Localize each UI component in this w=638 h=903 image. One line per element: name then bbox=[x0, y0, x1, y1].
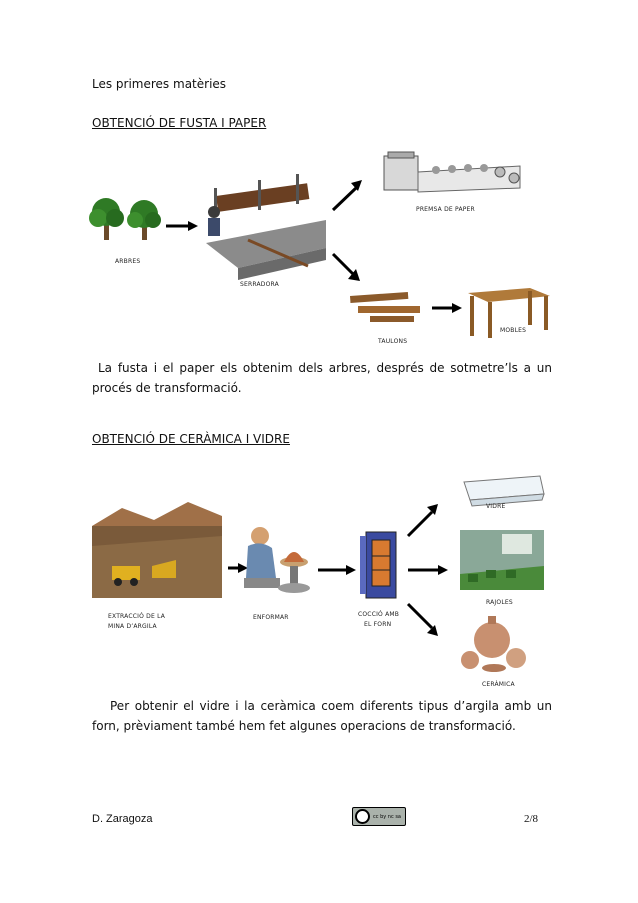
diagram-wood-paper bbox=[88, 148, 558, 348]
paper-press-illustration bbox=[384, 152, 520, 192]
label-taulons: TAULONS bbox=[378, 338, 408, 345]
trees-illustration bbox=[89, 198, 161, 240]
section1-paragraph: La fusta i el paper els obtenim dels arbres, després de sotmetre’ls a un procés de transformació. bbox=[92, 361, 552, 395]
diagram-ceramics-glass bbox=[92, 466, 552, 686]
glass-tray-illustration bbox=[464, 476, 544, 506]
label-rajoles: RAJOLES bbox=[486, 599, 513, 606]
page-number: 2/8 bbox=[524, 813, 539, 825]
section2-paragraph: Per obtenir el vidre i la ceràmica coem diferents tipus d’argila amb un forn, prèviament també hem fet algunes operacions de transformació. bbox=[92, 699, 552, 733]
sawmill-illustration bbox=[206, 174, 326, 280]
section1-title: OBTENCIÓ DE FUSTA I PAPER bbox=[92, 116, 267, 130]
clay-mine-illustration bbox=[92, 502, 222, 598]
label-arbres: ARBRES bbox=[115, 258, 141, 265]
label-vidre: VIDRE bbox=[486, 503, 506, 510]
label-enformar: ENFORMAR bbox=[253, 614, 289, 621]
potter-illustration bbox=[244, 527, 310, 593]
license-badge-text: cc by nc sa bbox=[373, 813, 401, 820]
arrow-mine-to-forming bbox=[228, 563, 248, 573]
label-ceramica: CERÀMICA bbox=[482, 681, 515, 688]
planks-illustration bbox=[350, 292, 420, 322]
label-mobles: MOBLES bbox=[500, 327, 527, 334]
ceramics-illustration bbox=[461, 616, 526, 672]
section2-title: OBTENCIÓ DE CERÀMICA I VIDRE bbox=[92, 432, 290, 446]
arrow-planks-to-furniture bbox=[432, 303, 462, 313]
license-badge[interactable] bbox=[352, 807, 406, 826]
arrow-sawmill-to-press bbox=[333, 180, 362, 210]
arrow-kiln-to-ceramics bbox=[408, 604, 438, 636]
label-serradora: SERRADORA bbox=[240, 281, 279, 288]
label-coccio-2: EL FORN bbox=[364, 621, 392, 628]
arrow-kiln-to-tiles bbox=[408, 565, 448, 575]
cc-logo-icon bbox=[355, 809, 370, 824]
tiles-illustration bbox=[460, 530, 544, 590]
arrow-forming-to-kiln bbox=[318, 565, 356, 575]
subject-heading: Les primeres matèries bbox=[92, 77, 227, 91]
label-premsa: PREMSA DE PAPER bbox=[416, 206, 475, 213]
arrow-kiln-to-glass bbox=[408, 504, 438, 536]
arrow-trees-to-sawmill bbox=[166, 221, 198, 231]
label-extraccio-1: EXTRACCIÓ DE LA bbox=[108, 613, 166, 620]
kiln-illustration bbox=[360, 532, 396, 598]
footer-author: D. Zaragoza bbox=[92, 813, 153, 825]
label-extraccio-2: MINA D’ARGILA bbox=[108, 623, 157, 630]
arrow-sawmill-to-planks bbox=[333, 254, 360, 281]
label-coccio-1: COCCIÓ AMB bbox=[358, 611, 400, 618]
